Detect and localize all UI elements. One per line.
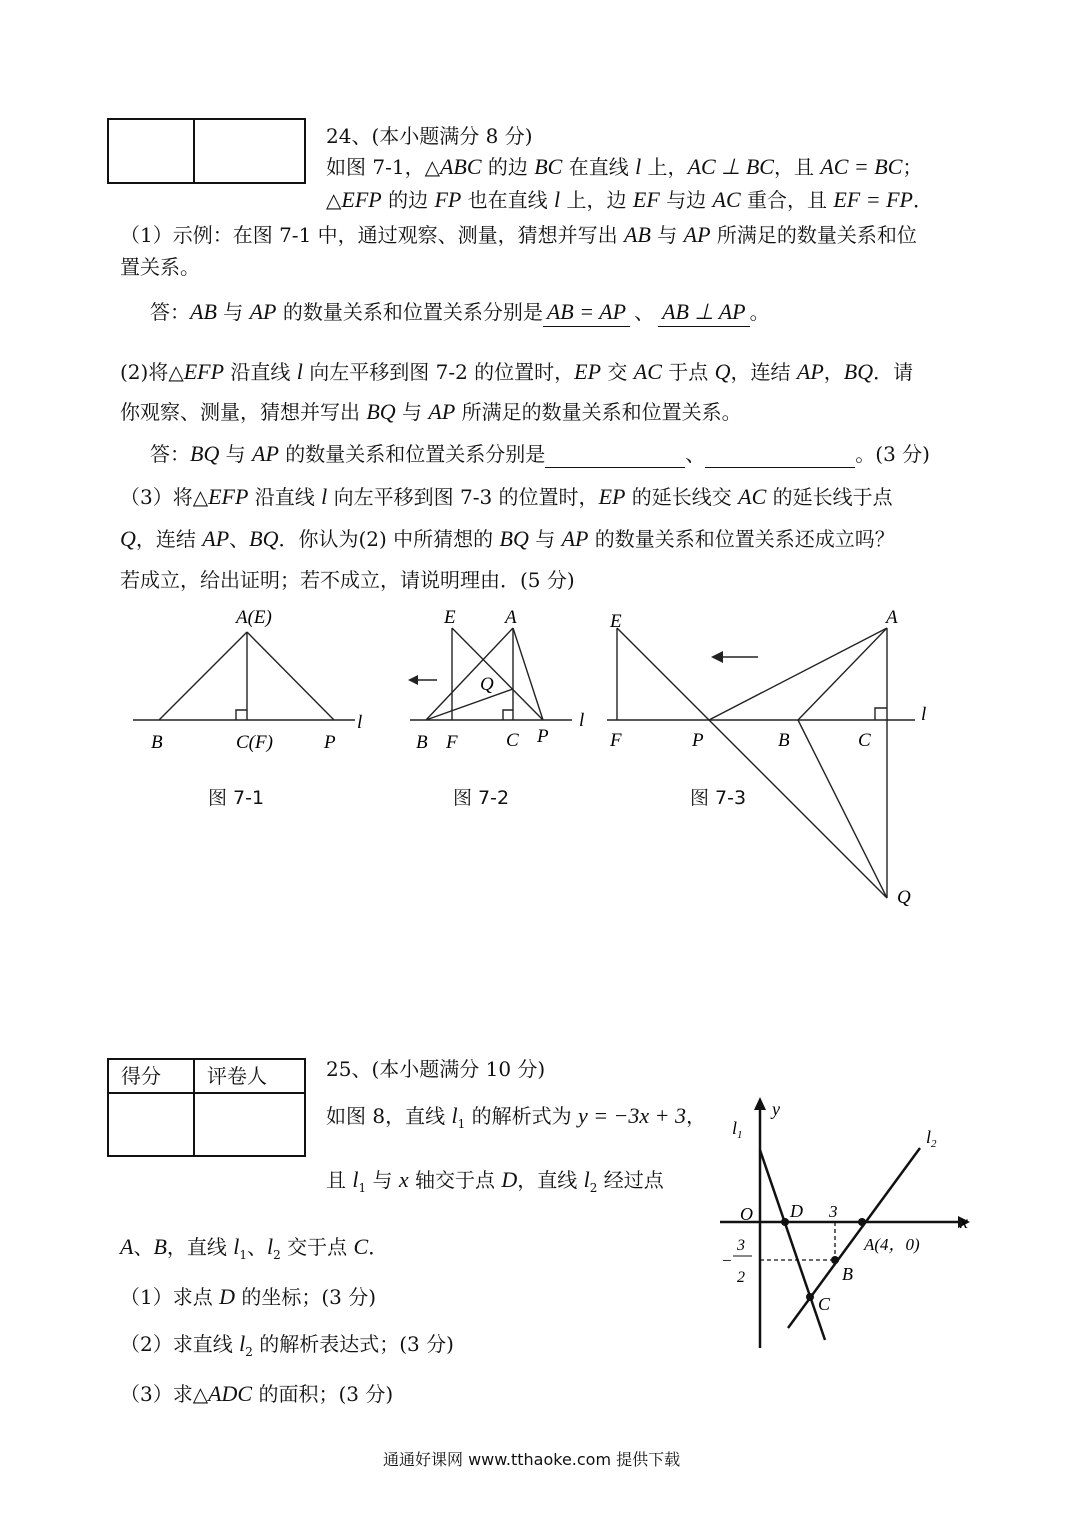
fig3-label-Q: Q [897, 887, 911, 908]
fig1-segment-AB [159, 632, 247, 720]
fig1-label-P: P [324, 732, 336, 753]
fig3-segment-PA [709, 628, 887, 720]
fig1-label-C: C(F) [236, 732, 273, 753]
label-minus: − [721, 1251, 733, 1270]
q25-sub1: （1）求点 D 的坐标；(3 分) [120, 1284, 377, 1309]
figure-7-1 [133, 632, 355, 720]
point-A [858, 1218, 866, 1226]
q24-part1-line1: （1）示例：在图 7-1 中，通过观察、测量，猜想并写出 AB 与 AP 所满足的数量关系和位 [120, 222, 917, 247]
score-box-q25 [107, 1058, 306, 1157]
score-box-row-divider [109, 1092, 304, 1094]
q24-title: 24、(本小题满分 8 分) [326, 124, 533, 148]
point-D [781, 1218, 789, 1226]
label-y: y [772, 1099, 780, 1119]
fig3-segment-EQ [617, 628, 887, 898]
label-C: C [818, 1294, 831, 1314]
q25-line3: A、B，直线 $l_1$、$l_2$ 交于点 C． [120, 1234, 389, 1262]
fig2-right-angle [503, 710, 513, 720]
q24-line1: 如图 7-1，△ABC 的边 BC 在直线 l 上，AC ⊥ BC，且 AC = BC； [326, 154, 923, 179]
q24-part2-line1: (2)将△EFP 沿直线 l 向左平移到图 7-2 的位置时，EP 交 AC 于点 Q，连结 AP，BQ．请 [120, 359, 914, 384]
fig1-label-A: A(E) [236, 607, 272, 628]
line-l1 [760, 1150, 825, 1340]
score-label: 得分 [121, 1064, 161, 1088]
score-box-divider [193, 120, 195, 182]
figure-7-3 [607, 628, 915, 898]
q25-line1: 如图 8，直线 $l_1$ 的解析式为 y = −3x + 3， [326, 1103, 707, 1131]
answer-blank-2[interactable] [705, 445, 855, 468]
fig2-label-P: P [537, 726, 549, 747]
fig2-label-B: B [416, 732, 428, 753]
fig1-segment-AP [247, 632, 334, 720]
caption-fig-7-3: 图 7-3 [690, 787, 747, 809]
q25-title: 25、(本小题满分 10 分) [326, 1057, 546, 1081]
label-O: O [740, 1204, 753, 1224]
score-box-q24 [107, 118, 306, 184]
q24-figures [0, 595, 1087, 915]
fig3-label-E: E [610, 611, 622, 632]
grader-label: 评卷人 [207, 1064, 267, 1088]
fig3-segment-BQ [798, 720, 887, 898]
q25-line2: 且 $l_1$ 与 x 轴交于点 D，直线 $l_2$ 经过点 [326, 1167, 664, 1195]
dashed-guides [760, 1222, 835, 1260]
q24-part3-line2: Q，连结 AP、BQ．你认为(2) 中所猜想的 BQ 与 AP 的数量关系和位置关系还成立吗？ [120, 526, 895, 551]
label-x: x [960, 1212, 968, 1232]
footer-source: 通通好课网 www.tthaoke.com 提供下载 [383, 1450, 681, 1469]
label-3: 3 [829, 1202, 838, 1221]
fig2-label-F: F [446, 732, 458, 753]
fig3-segment-BA [798, 628, 887, 720]
label-frac-den: 2 [737, 1269, 745, 1286]
fig2-label-A: A [505, 607, 517, 628]
fig2-segment-AP [513, 628, 543, 720]
fig3-label-P: P [692, 730, 704, 751]
q24-part1-line2: 置关系。 [120, 255, 200, 279]
label-l1: $l_1$ [732, 1118, 743, 1141]
score-box-col-divider [193, 1060, 195, 1155]
fig3-label-C: C [858, 730, 871, 751]
q24-answer2: 答：BQ 与 AP 的数量关系和位置关系分别是 、 。(3 分) [150, 441, 930, 466]
point-B [831, 1256, 839, 1264]
label-B: B [842, 1264, 853, 1284]
fig2-segment-BQ [426, 689, 513, 720]
fig3-label-F: F [610, 730, 622, 751]
fig3-label-l: l [921, 704, 927, 725]
q25-sub2: （2）求直线 $l_2$ 的解析表达式；(3 分) [120, 1331, 454, 1359]
fig1-right-angle [236, 710, 247, 720]
label-frac-num: 3 [737, 1237, 745, 1254]
caption-fig-7-2: 图 7-2 [453, 787, 510, 809]
q24-part3-line1: （3）将△EFP 沿直线 l 向左平移到图 7-3 的位置时，EP 的延长线交 AC 的延长线于点 [120, 484, 893, 509]
fig3-label-A: A [886, 607, 898, 628]
fig3-arrow-head [711, 651, 723, 663]
q25-coordinate-graph [700, 1090, 990, 1360]
fig2-label-E: E [444, 607, 456, 628]
point-C [806, 1293, 814, 1301]
fig2-label-Q: Q [480, 674, 494, 695]
fig2-label-C: C [506, 730, 519, 751]
fig2-segment-AB [426, 628, 513, 720]
fig2-label-l: l [579, 710, 585, 731]
q24-part2-line2: 你观察、测量，猜想并写出 BQ 与 AP 所满足的数量关系和位置关系。 [120, 399, 742, 424]
fig3-label-B: B [778, 730, 790, 751]
q24-answer1: 答：AB 与 AP 的数量关系和位置关系分别是 AB = AP 、 AB ⊥ AP 。 [150, 298, 770, 327]
label-D: D [790, 1201, 803, 1221]
label-l2: $l_2$ [926, 1127, 937, 1150]
q24-line2: △EFP 的边 FP 也在直线 l 上，边 EF 与边 AC 重合，且 EF = FP． [326, 187, 933, 212]
fig3-right-angle [875, 708, 887, 720]
y-axis-arrow [754, 1097, 766, 1110]
fig1-label-l: l [357, 712, 363, 733]
q25-sub3: （3）求△ADC 的面积；(3 分) [120, 1381, 394, 1406]
fig2-arrow-head [408, 675, 418, 685]
fig1-label-B: B [151, 732, 163, 753]
answer-blank-1[interactable] [545, 445, 685, 468]
label-A: A(4，0) [864, 1235, 920, 1254]
q24-part3-line3: 若成立，给出证明；若不成立，请说明理由．(5 分) [120, 568, 575, 592]
caption-fig-7-1: 图 7-1 [208, 787, 265, 809]
